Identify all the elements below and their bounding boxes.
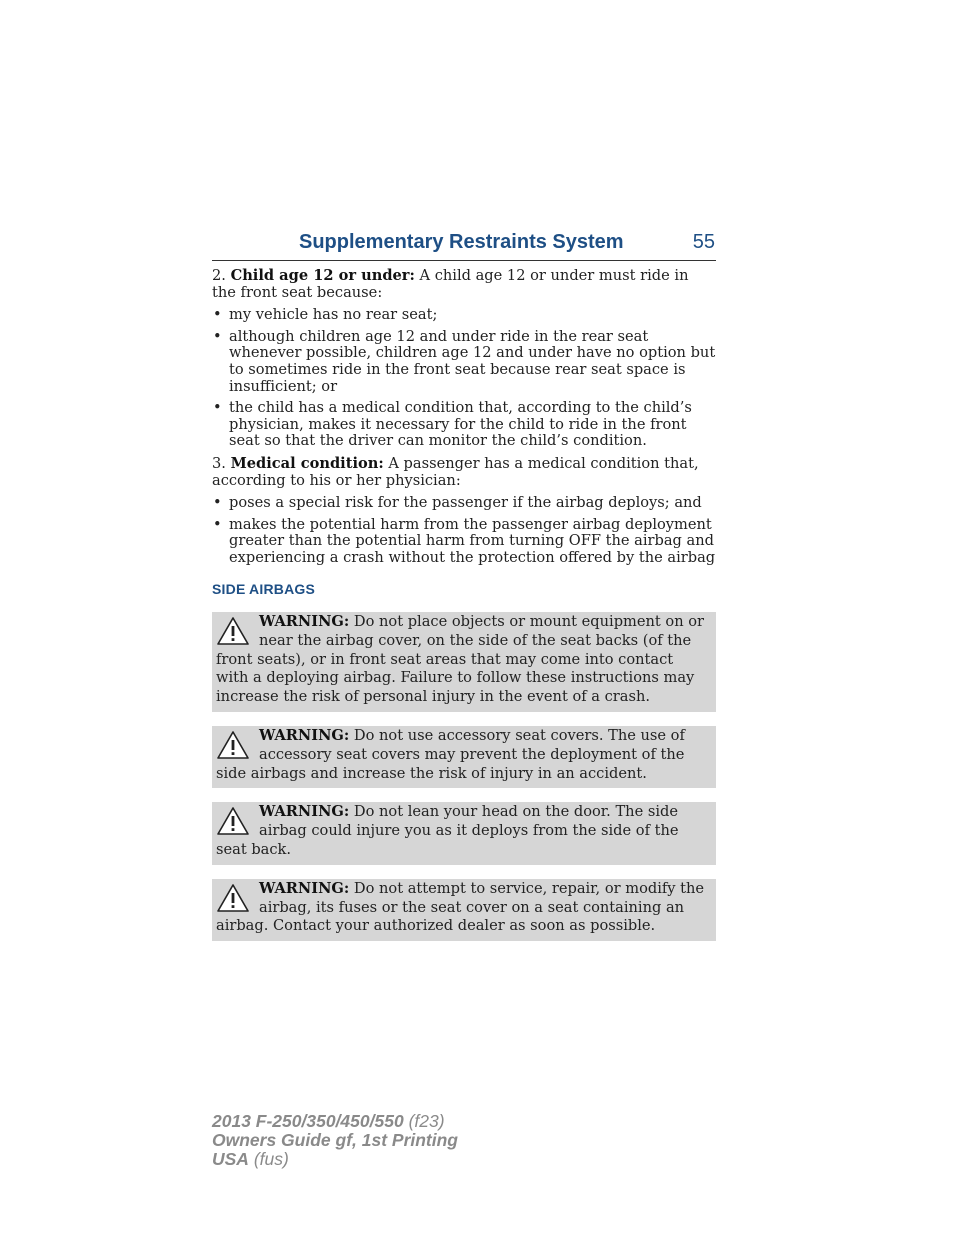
- footer-model: 2013 F-250/350/450/550: [212, 1111, 404, 1131]
- warning-label: WARNING:: [259, 613, 350, 631]
- warning-box-4: [212, 879, 716, 941]
- item-3-text: A passenger has a medical condition that, according to his or her physician:: [212, 454, 699, 489]
- warning-text: Do not place objects or mount equipment on or near the airbag cover, on the side of the seat backs (of the front seats), or in front seat areas that may come into contact with a deploying airbag. Failure to follow these instructions may increase the risk of personal injury in the event of a crash.: [216, 613, 705, 706]
- item-2-text: A child age 12 or under must ride in the front seat because:: [212, 267, 689, 301]
- warning-label: WARNING:: [259, 727, 350, 745]
- footer-line-2: Owners Guide gf, 1st Printing: [212, 1130, 458, 1151]
- item-3-label: Medical condition:: [230, 454, 384, 472]
- list-item: • my vehicle has no rear seat;: [212, 307, 716, 324]
- footer-market: USA: [212, 1149, 249, 1170]
- warning-triangle-icon: [216, 616, 250, 646]
- warning-triangle-icon: [216, 883, 250, 913]
- warning-label: WARNING:: [259, 879, 350, 897]
- footer-model-code: (f23): [403, 1111, 445, 1131]
- warning-box-3: [212, 802, 716, 864]
- page-title: Supplementary Restraints System: [299, 231, 624, 253]
- item-2-bullet-list: [212, 307, 716, 450]
- item-2-label: Child age 12 or under:: [230, 267, 415, 284]
- section-heading-side-airbags: SIDE AIRBAGS: [212, 580, 316, 597]
- item-2-paragraph: [212, 268, 716, 301]
- item-2-number: 2.: [212, 267, 231, 284]
- page-header: [212, 228, 716, 261]
- page-number: 55: [692, 231, 715, 253]
- page-content: [212, 268, 716, 955]
- warning-triangle-icon: [216, 806, 250, 836]
- warning-triangle-icon: [216, 730, 250, 760]
- warning-text: Do not attempt to service, repair, or modify the airbag, its fuses or the seat cover on a seat containing an airbag. Contact your authorized dealer as soon as possible.: [216, 879, 705, 935]
- item-3-number: 3.: [212, 454, 231, 472]
- document-footer: [212, 1112, 458, 1170]
- warning-text: Do not lean your head on the door. The side airbag could injure you as it deploys from the side of the seat back.: [216, 803, 679, 859]
- warning-text: Do not use accessory seat covers. The use of accessory seat covers may prevent the deployment of the side airbags and increase the risk of injury in an accident.: [216, 727, 685, 782]
- list-item: • although children age 12 and under ride in the rear seat whenever possible, children age 12 and under have no option but to sometimes ride in the front seat because rear seat space is insufficient; or: [212, 329, 716, 395]
- item-3-bullet-list: [212, 495, 716, 566]
- warning-label: WARNING:: [259, 803, 350, 821]
- warning-box-1: [212, 612, 716, 712]
- footer-line-3: [212, 1150, 458, 1169]
- list-item: • poses a special risk for the passenger if the airbag deploys; and: [212, 495, 716, 512]
- footer-line-1: [212, 1112, 458, 1131]
- warning-box-2: [212, 726, 716, 788]
- list-item: • the child has a medical condition that, according to the child’s physician, makes it necessary for the child to ride in the front seat so that the driver can monitor the child’s condition.: [212, 400, 716, 450]
- list-item: • makes the potential harm from the passenger airbag deployment greater than the potential harm from turning OFF the airbag and experiencing a crash without the protection offered by the airbag: [212, 517, 716, 567]
- item-3-paragraph: [212, 456, 716, 489]
- footer-market-code: (fus): [248, 1149, 289, 1170]
